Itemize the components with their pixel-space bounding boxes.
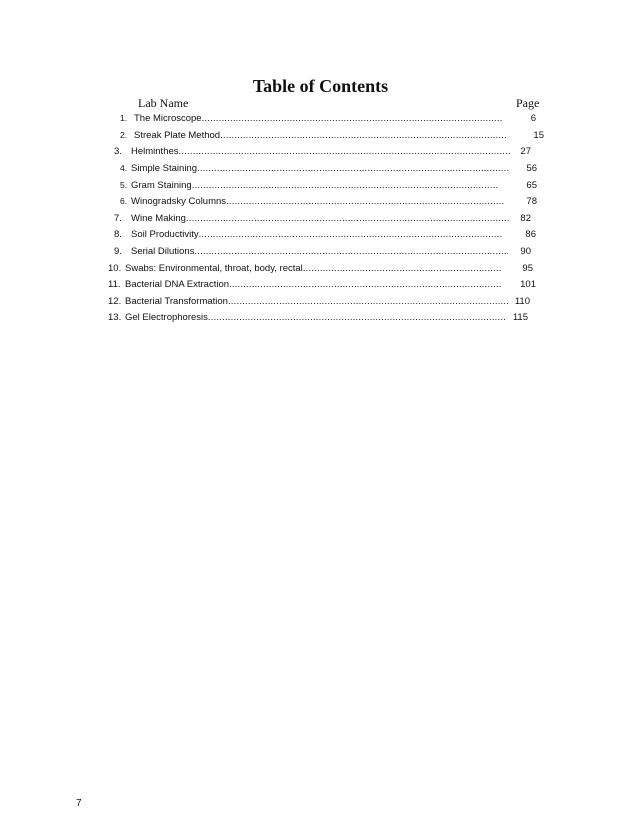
toc-entry-title: Bacterial DNA Extraction [125,279,230,290]
toc-entry-page: 6 [530,113,536,124]
toc-leader-dots [199,226,503,243]
toc-entry-page: 65 [526,180,537,191]
toc-entry [0,276,638,293]
toc-entry-number: 2. [120,130,128,140]
toc-entry-title: Soil Productivity [131,229,199,240]
toc-entry [0,110,638,127]
toc-entry [0,210,638,227]
toc-entry-title: Winogradsky Columns [131,196,227,207]
toc-entry-title: Helminthes [131,146,179,157]
toc-leader-dots [208,309,506,326]
toc-entry-title: Serial Dilutions [131,246,195,257]
toc-leader-dots [179,143,510,160]
toc-entry-page: 78 [526,196,537,207]
toc-leader-dots [220,127,506,144]
toc-entry-number: 4. [120,163,128,173]
toc-entry-page: 90 [520,246,531,257]
toc-entry-title: Wine Making [131,213,186,224]
toc-entry-number: 9. [114,246,122,257]
toc-entry [0,243,638,260]
toc-entry-title: Streak Plate Method [134,130,221,141]
toc-entry-number: 12. [108,296,122,307]
toc-leader-dots [228,293,508,310]
page-header: Page [516,96,540,110]
toc-entry-page: 15 [533,130,544,141]
toc-entry [0,127,638,144]
toc-entry-page: 115 [512,312,528,323]
toc-entry-title: The Microscope [134,113,202,124]
toc-entry-title: Gel Electrophoresis [125,312,208,323]
toc-entry-title: Simple Staining [131,163,198,174]
toc-entry-number: 13. [108,312,122,323]
toc-entry-title: Gram Staining [131,180,192,191]
toc-entry [0,309,638,326]
toc-entry-number: 6. [120,196,128,206]
toc-entry-number: 8. [114,229,122,240]
lab-name-header: Lab Name [138,96,189,110]
toc-entry-page: 86 [525,229,536,240]
toc-entry-page: 101 [520,279,536,290]
toc-entry-number: 11. [108,279,121,290]
toc-entry-title: Swabs: Environmental, throat, body, rectal [125,263,303,274]
toc-entry [0,226,638,243]
toc-entry-page: 27 [520,146,531,157]
toc-entry-number: 3. [114,146,122,157]
toc-leader-dots [192,177,499,194]
toc-entry [0,143,638,160]
toc-entry-number: 1. [120,113,128,123]
toc-entry-number: 10. [108,263,122,274]
toc-leader-dots [194,243,508,260]
toc-leader-dots [229,276,502,293]
toc-entry [0,160,638,177]
toc-entry [0,193,638,210]
toc-entry [0,177,638,194]
toc-entry [0,260,638,277]
toc-entry-number: 5. [120,180,128,190]
toc-leader-dots [303,260,501,277]
toc-leader-dots [202,110,503,127]
toc-leader-dots [186,210,510,227]
page-title: Table of Contents [252,76,389,96]
toc-entry-title: Bacterial Transformation [125,296,228,307]
toc-entry-page: 95 [522,263,533,274]
page-number: 7 [76,798,82,809]
toc-entry-page: 56 [526,163,537,174]
toc-entry [0,293,638,310]
toc-entry-page: 82 [520,213,531,224]
toc-entry-page: 110 [514,296,530,307]
toc-leader-dots [197,160,510,177]
toc-entry-number: 7. [114,213,122,224]
toc-leader-dots [226,193,505,210]
